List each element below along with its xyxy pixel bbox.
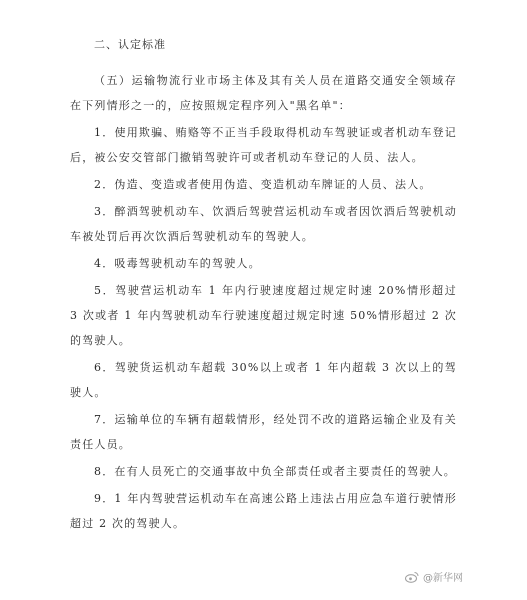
watermark [405,569,463,584]
paragraph-item-9: 9．1 年内驾驶营运机动车在高速公路上违法占用应急车道行驶情形超过 2 次的驾驶人。 [70,492,457,530]
paragraph-intro: （五）运输物流行业市场主体及其有关人员在道路交通安全领域存在下列情形之一的，应按照规定程序列入"黑名单"： [70,74,457,112]
weibo-logo-icon [405,571,419,583]
watermark-text: @新华网 [423,573,463,584]
section-heading: 二、认定标准 [94,38,166,51]
paragraph-item-7: 7．运输单位的车辆有超载情形，经处罚不改的道路运输企业及有关责任人员。 [70,413,457,451]
paragraph-item-8: 8．在有人员死亡的交通事故中负全部责任或者主要责任的驾驶人。 [94,465,456,478]
paragraph-item-3: 3．醉酒驾驶机动车、饮酒后驾驶营运机动车或者因饮酒后驾驶机动车被处罚后再次饮酒后驾驶机动车的驾驶人。 [70,205,457,243]
paragraph-item-2: 2．伪造、变造或者使用伪造、变造机动车牌证的人员、法人。 [94,178,432,191]
paragraph-item-5: 5．驾驶营运机动车 1 年内行驶速度超过规定时速 20%情形超过 3 次或者 1 年内驾驶机动车行驶速度超过规定时速 50%情形超过 2 次的驾驶人。 [70,284,457,347]
paragraph-item-6: 6．驾驶货运机动车超载 30%以上或者 1 年内超载 3 次以上的驾驶人。 [70,361,457,399]
paragraph-item-4: 4．吸毒驾驶机动车的驾驶人。 [94,257,261,270]
paragraph-item-1: 1．使用欺骗、贿赂等不正当手段取得机动车驾驶证或者机动车登记后，被公安交管部门撤销驾驶许可或者机动车登记的人员、法人。 [70,126,457,164]
